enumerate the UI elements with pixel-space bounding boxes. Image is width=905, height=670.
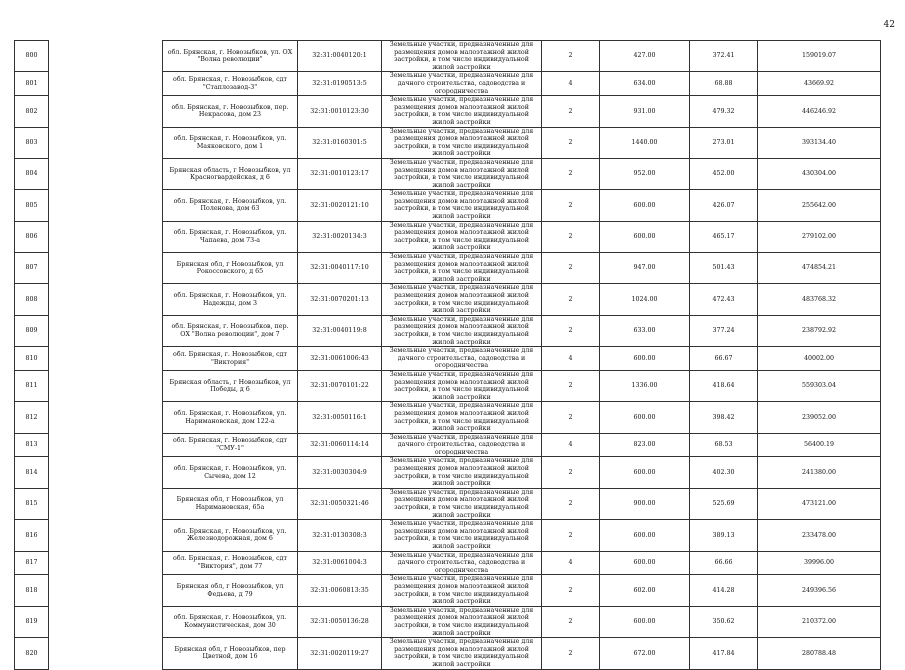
cell-specific-value: 273.01 [690, 127, 758, 158]
cell-permitted-use: Земельные участки, предназначенные для размещения домов малоэтажной жилой застройки, в том числе индивидуальной жилой застройки [382, 402, 542, 433]
cell-cadastral-number: 32:31:0010123:17 [298, 158, 382, 189]
cell-permitted-use: Земельные участки, предназначенные для размещения домов малоэтажной жилой застройки, в том числе индивидуальной жилой застройки [382, 284, 542, 315]
table-row [15, 190, 881, 221]
table-row [15, 433, 881, 457]
cell-row-number: 818 [15, 575, 49, 606]
cell-use-group: 2 [542, 520, 600, 551]
cell-row-number: 807 [15, 253, 49, 284]
cell-cadastral-value: 255642.00 [758, 190, 881, 221]
table-row [15, 284, 881, 315]
cell-cadastral-number: 32:31:0050321:46 [298, 488, 382, 519]
table-row [15, 488, 881, 519]
cell-cadastral-value: 40002.00 [758, 347, 881, 371]
cell-area: 947.00 [600, 253, 690, 284]
cell-row-number: 819 [15, 606, 49, 637]
cell-spacer [49, 370, 163, 401]
cell-address: Брянская обл, г Новозыбков, пер Цветной, дом 16 [163, 638, 298, 669]
cell-cadastral-value: 280788.48 [758, 638, 881, 669]
cell-cadastral-value: 279102.00 [758, 221, 881, 252]
cell-use-group: 2 [542, 638, 600, 669]
cell-cadastral-number: 32:31:0050116:1 [298, 402, 382, 433]
cell-cadastral-number: 32:31:0061006:43 [298, 347, 382, 371]
cell-address: обл. Брянская, г. Новозыбков, ул. Надежды, дом 3 [163, 284, 298, 315]
cell-cadastral-value: 238792.92 [758, 315, 881, 346]
cell-permitted-use: Земельные участки, предназначенные для дачного строительства, садоводства и огородничества [382, 72, 542, 96]
cell-cadastral-number: 32:31:0060813:35 [298, 575, 382, 606]
cell-cadastral-number: 32:31:0130308:3 [298, 520, 382, 551]
cell-area: 931.00 [600, 96, 690, 127]
cell-specific-value: 414.28 [690, 575, 758, 606]
cell-address: обл. Брянская, г. Новозыбков, ул. ОХ "Волна революции" [163, 41, 298, 72]
cell-specific-value: 472.43 [690, 284, 758, 315]
cell-row-number: 812 [15, 402, 49, 433]
cell-specific-value: 402.30 [690, 457, 758, 488]
cell-row-number: 817 [15, 551, 49, 575]
land-registry-table [14, 40, 881, 670]
cell-address: Брянская обл, г Новозыбков, ул Рокоссовского, д 65 [163, 253, 298, 284]
cell-spacer [49, 72, 163, 96]
cell-spacer [49, 96, 163, 127]
cell-cadastral-value: 483768.32 [758, 284, 881, 315]
cell-area: 600.00 [600, 606, 690, 637]
cell-spacer [49, 457, 163, 488]
cell-use-group: 2 [542, 190, 600, 221]
cell-area: 1336.00 [600, 370, 690, 401]
cell-cadastral-value: 233478.00 [758, 520, 881, 551]
table-row [15, 72, 881, 96]
cell-spacer [49, 575, 163, 606]
cell-cadastral-number: 32:31:0020119:27 [298, 638, 382, 669]
cell-spacer [49, 158, 163, 189]
cell-cadastral-value: 393134.40 [758, 127, 881, 158]
cell-specific-value: 501.43 [690, 253, 758, 284]
cell-spacer [49, 520, 163, 551]
cell-permitted-use: Земельные участки, предназначенные для размещения домов малоэтажной жилой застройки, в том числе индивидуальной жилой застройки [382, 520, 542, 551]
cell-permitted-use: Земельные участки, предназначенные для размещения домов малоэтажной жилой застройки, в том числе индивидуальной жилой застройки [382, 488, 542, 519]
cell-cadastral-value: 473121.00 [758, 488, 881, 519]
table-row [15, 457, 881, 488]
cell-cadastral-value: 249396.56 [758, 575, 881, 606]
cell-cadastral-value: 559303.04 [758, 370, 881, 401]
cell-specific-value: 68.88 [690, 72, 758, 96]
cell-permitted-use: Земельные участки, предназначенные для размещения домов малоэтажной жилой застройки, в том числе индивидуальной жилой застройки [382, 606, 542, 637]
cell-permitted-use: Земельные участки, предназначенные для размещения домов малоэтажной жилой застройки, в том числе индивидуальной жилой застройки [382, 96, 542, 127]
cell-area: 602.00 [600, 575, 690, 606]
cell-spacer [49, 190, 163, 221]
table-row [15, 551, 881, 575]
cell-use-group: 4 [542, 347, 600, 371]
cell-specific-value: 398.42 [690, 402, 758, 433]
table-row [15, 347, 881, 371]
cell-cadastral-value: 43669.92 [758, 72, 881, 96]
cell-spacer [49, 221, 163, 252]
cell-cadastral-number: 32:31:0070201:13 [298, 284, 382, 315]
cell-cadastral-number: 32:31:0061004:3 [298, 551, 382, 575]
cell-row-number: 808 [15, 284, 49, 315]
cell-spacer [49, 127, 163, 158]
cell-address: обл. Брянская, г. Новозыбков, пер. Некрасова, дом 23 [163, 96, 298, 127]
cell-row-number: 814 [15, 457, 49, 488]
cell-row-number: 809 [15, 315, 49, 346]
cell-spacer [49, 41, 163, 72]
cell-area: 900.00 [600, 488, 690, 519]
cell-area: 1440.00 [600, 127, 690, 158]
cell-cadastral-value: 56400.19 [758, 433, 881, 457]
cell-row-number: 820 [15, 638, 49, 669]
cell-use-group: 2 [542, 370, 600, 401]
cell-permitted-use: Земельные участки, предназначенные для размещения домов малоэтажной жилой застройки, в том числе индивидуальной жилой застройки [382, 190, 542, 221]
cell-specific-value: 66.66 [690, 551, 758, 575]
cell-specific-value: 452.00 [690, 158, 758, 189]
cell-row-number: 810 [15, 347, 49, 371]
cell-spacer [49, 315, 163, 346]
cell-use-group: 2 [542, 127, 600, 158]
cell-area: 600.00 [600, 551, 690, 575]
cell-permitted-use: Земельные участки, предназначенные для размещения домов малоэтажной жилой застройки, в том числе индивидуальной жилой застройки [382, 41, 542, 72]
cell-specific-value: 68.53 [690, 433, 758, 457]
cell-cadastral-number: 32:31:0040119:8 [298, 315, 382, 346]
cell-use-group: 2 [542, 575, 600, 606]
cell-area: 634.00 [600, 72, 690, 96]
cell-row-number: 811 [15, 370, 49, 401]
cell-spacer [49, 402, 163, 433]
cell-cadastral-number: 32:31:0040117:10 [298, 253, 382, 284]
cell-row-number: 802 [15, 96, 49, 127]
cell-row-number: 816 [15, 520, 49, 551]
cell-spacer [49, 433, 163, 457]
cell-use-group: 2 [542, 606, 600, 637]
cell-address: обл. Брянская, г. Новозыбков, сдт "СМУ-1" [163, 433, 298, 457]
cell-area: 600.00 [600, 190, 690, 221]
cell-area: 823.00 [600, 433, 690, 457]
cell-permitted-use: Земельные участки, предназначенные для размещения домов малоэтажной жилой застройки, в том числе индивидуальной жилой застройки [382, 158, 542, 189]
cell-specific-value: 389.13 [690, 520, 758, 551]
table-row [15, 158, 881, 189]
cell-row-number: 805 [15, 190, 49, 221]
cell-address: обл. Брянская, г. Новозыбков, ул. Сычева, дом 12 [163, 457, 298, 488]
cell-address: обл. Брянская, г. Новозыбков, ул. Маяковского, дом 1 [163, 127, 298, 158]
cell-permitted-use: Земельные участки, предназначенные для дачного строительства, садоводства и огородничества [382, 347, 542, 371]
cell-row-number: 815 [15, 488, 49, 519]
cell-spacer [49, 347, 163, 371]
cell-area: 427.00 [600, 41, 690, 72]
cell-permitted-use: Земельные участки, предназначенные для размещения домов малоэтажной жилой застройки, в том числе индивидуальной жилой застройки [382, 370, 542, 401]
cell-address: обл. Брянская, г. Новозыбков, ул. Поленова, дом 63 [163, 190, 298, 221]
cell-spacer [49, 488, 163, 519]
cell-cadastral-value: 241380.00 [758, 457, 881, 488]
cell-use-group: 2 [542, 457, 600, 488]
cell-cadastral-number: 32:31:0010123:30 [298, 96, 382, 127]
cell-permitted-use: Земельные участки, предназначенные для размещения домов малоэтажной жилой застройки, в том числе индивидуальной жилой застройки [382, 575, 542, 606]
cell-area: 600.00 [600, 457, 690, 488]
cell-cadastral-value: 430304.00 [758, 158, 881, 189]
cell-area: 1024.00 [600, 284, 690, 315]
cell-row-number: 804 [15, 158, 49, 189]
cell-use-group: 2 [542, 96, 600, 127]
cell-cadastral-value: 446246.92 [758, 96, 881, 127]
cell-spacer [49, 253, 163, 284]
table-row [15, 370, 881, 401]
cell-cadastral-number: 32:31:0020121:10 [298, 190, 382, 221]
cell-use-group: 2 [542, 221, 600, 252]
cell-address: обл. Брянская, г. Новозыбков, ул. Наримановская, дом 122-а [163, 402, 298, 433]
cell-permitted-use: Земельные участки, предназначенные для размещения домов малоэтажной жилой застройки, в том числе индивидуальной жилой застройки [382, 315, 542, 346]
cell-cadastral-value: 39996.00 [758, 551, 881, 575]
cell-address: обл. Брянская, г. Новозыбков, ул. Железнодорожная, дом 6 [163, 520, 298, 551]
cell-cadastral-number: 32:31:0060114:14 [298, 433, 382, 457]
cell-cadastral-value: 474854.21 [758, 253, 881, 284]
cell-use-group: 2 [542, 158, 600, 189]
cell-specific-value: 465.17 [690, 221, 758, 252]
table-row [15, 402, 881, 433]
cell-area: 600.00 [600, 520, 690, 551]
table-row [15, 520, 881, 551]
cell-address: Брянская область, г Новозыбков, ул Красногвардейская, д 6 [163, 158, 298, 189]
cell-area: 600.00 [600, 347, 690, 371]
cell-address: Брянская обл, г Новозыбков, ул Федьева, д 79 [163, 575, 298, 606]
table-row [15, 575, 881, 606]
cell-area: 600.00 [600, 221, 690, 252]
cell-use-group: 2 [542, 402, 600, 433]
cell-use-group: 2 [542, 315, 600, 346]
cell-specific-value: 377.24 [690, 315, 758, 346]
cell-spacer [49, 638, 163, 669]
cell-permitted-use: Земельные участки, предназначенные для размещения домов малоэтажной жилой застройки, в том числе индивидуальной жилой застройки [382, 127, 542, 158]
cell-permitted-use: Земельные участки, предназначенные для размещения домов малоэтажной жилой застройки, в том числе индивидуальной жилой застройки [382, 253, 542, 284]
table-row [15, 253, 881, 284]
cell-cadastral-number: 32:31:0030304:9 [298, 457, 382, 488]
cell-spacer [49, 606, 163, 637]
table-row [15, 221, 881, 252]
table-row [15, 96, 881, 127]
cell-cadastral-value: 210372.00 [758, 606, 881, 637]
cell-row-number: 813 [15, 433, 49, 457]
cell-address: Брянская область, г Новозыбков, ул Победы, д 6 [163, 370, 298, 401]
cell-use-group: 2 [542, 284, 600, 315]
cell-address: обл. Брянская, г. Новозыбков, ул. Коммунистическая, дом 30 [163, 606, 298, 637]
cell-area: 672.00 [600, 638, 690, 669]
page-number: 42 [883, 20, 895, 30]
cell-use-group: 2 [542, 488, 600, 519]
cell-address: обл. Брянская, г. Новозыбков, сдт "Виктория" [163, 347, 298, 371]
cell-address: обл. Брянская, г. Новозыбков, ул. Чапаева, дом 73-а [163, 221, 298, 252]
cell-row-number: 800 [15, 41, 49, 72]
cell-use-group: 2 [542, 41, 600, 72]
cell-area: 952.00 [600, 158, 690, 189]
cell-address: Брянская обл, г Новозыбков, ул Наримановская, 65а [163, 488, 298, 519]
cell-cadastral-value: 239052.00 [758, 402, 881, 433]
cell-use-group: 4 [542, 433, 600, 457]
cell-cadastral-number: 32:31:0160301:5 [298, 127, 382, 158]
table-row [15, 638, 881, 669]
cell-specific-value: 426.07 [690, 190, 758, 221]
cell-cadastral-number: 32:31:0050136:28 [298, 606, 382, 637]
cell-use-group: 4 [542, 551, 600, 575]
table-row [15, 315, 881, 346]
cell-address: обл. Брянская, г. Новозыбков, сдт "Виктория", дом 77 [163, 551, 298, 575]
cell-area: 633.00 [600, 315, 690, 346]
table-row [15, 127, 881, 158]
cell-use-group: 4 [542, 72, 600, 96]
cell-specific-value: 350.62 [690, 606, 758, 637]
cell-cadastral-value: 159019.07 [758, 41, 881, 72]
cell-specific-value: 525.69 [690, 488, 758, 519]
cell-address: обл. Брянская, г. Новозыбков, пер. ОХ "Волна революции", дом 7 [163, 315, 298, 346]
cell-cadastral-number: 32:31:0190513:5 [298, 72, 382, 96]
cell-specific-value: 418.64 [690, 370, 758, 401]
cell-permitted-use: Земельные участки, предназначенные для размещения домов малоэтажной жилой застройки, в том числе индивидуальной жилой застройки [382, 638, 542, 669]
cell-permitted-use: Земельные участки, предназначенные для размещения домов малоэтажной жилой застройки, в том числе индивидуальной жилой застройки [382, 457, 542, 488]
cell-row-number: 803 [15, 127, 49, 158]
cell-spacer [49, 284, 163, 315]
cell-cadastral-number: 32:31:0020134:3 [298, 221, 382, 252]
cell-permitted-use: Земельные участки, предназначенные для дачного строительства, садоводства и огородничества [382, 551, 542, 575]
cell-spacer [49, 551, 163, 575]
cell-area: 600.00 [600, 402, 690, 433]
cell-cadastral-number: 32:31:0070101:22 [298, 370, 382, 401]
table-row [15, 41, 881, 72]
cell-permitted-use: Земельные участки, предназначенные для размещения домов малоэтажной жилой застройки, в том числе индивидуальной жилой застройки [382, 221, 542, 252]
cell-specific-value: 66.67 [690, 347, 758, 371]
table-row [15, 606, 881, 637]
cell-row-number: 801 [15, 72, 49, 96]
cell-address: обл. Брянская, г. Новозыбков, сдт "Стаплозавод-3" [163, 72, 298, 96]
cell-specific-value: 417.84 [690, 638, 758, 669]
cell-row-number: 806 [15, 221, 49, 252]
cell-use-group: 2 [542, 253, 600, 284]
table-body [15, 41, 881, 670]
cell-permitted-use: Земельные участки, предназначенные для дачного строительства, садоводства и огородничества [382, 433, 542, 457]
cell-specific-value: 479.32 [690, 96, 758, 127]
cell-specific-value: 372.41 [690, 41, 758, 72]
cell-cadastral-number: 32:31:0040120:1 [298, 41, 382, 72]
